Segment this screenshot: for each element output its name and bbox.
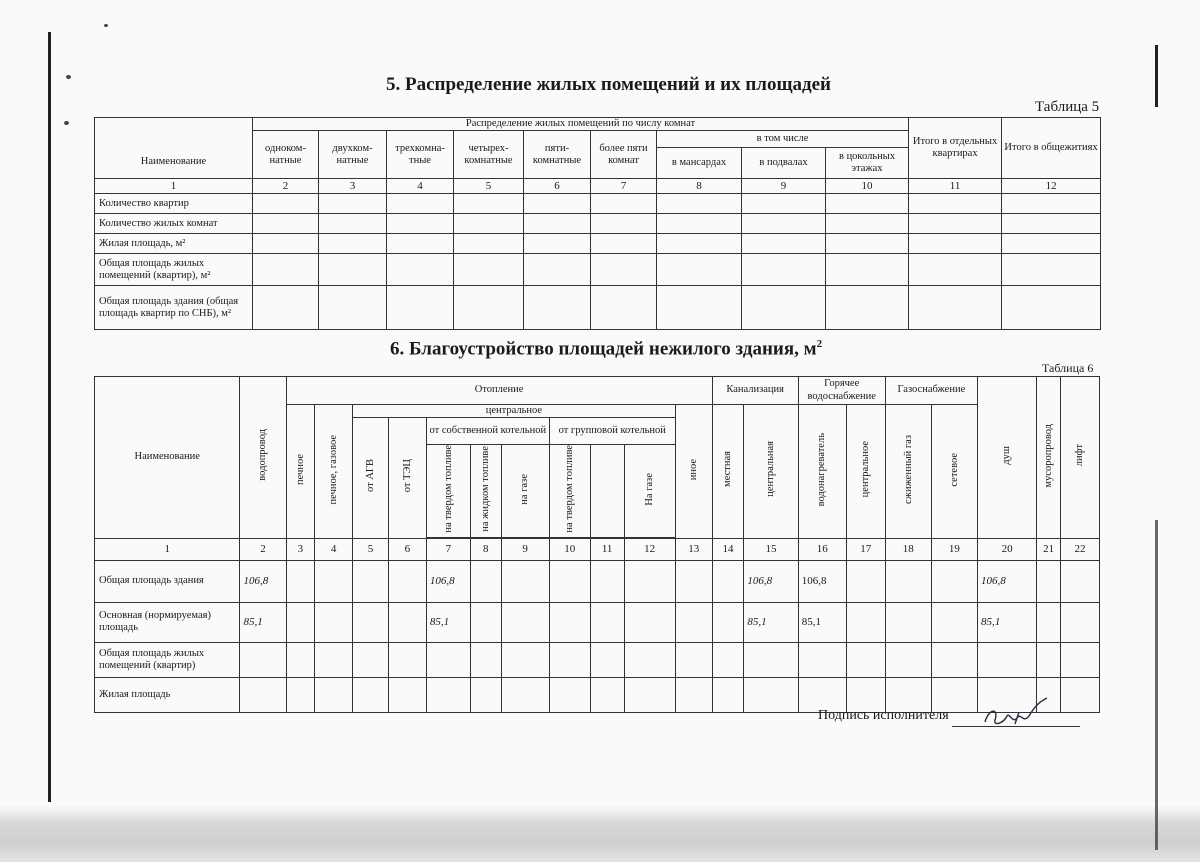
table-cell [846, 642, 885, 677]
table-cell [742, 214, 826, 234]
table-cell [1060, 642, 1099, 677]
row-label: Общая площадь здания (общая площадь квартир по СНБ), м² [95, 286, 253, 330]
header-gas1-text: на газе [519, 473, 531, 505]
header-stove-gas [315, 405, 353, 539]
column-number: 18 [885, 538, 931, 560]
table-cell [353, 642, 389, 677]
row-label: Количество жилых комнат [95, 214, 253, 234]
table-cell [387, 254, 454, 286]
header-name: Наименование [95, 377, 240, 539]
table-cell [909, 194, 1002, 214]
table-cell [657, 234, 742, 254]
column-number: 13 [675, 538, 712, 560]
table-cell [524, 234, 591, 254]
header-basement: в подвалах [742, 148, 826, 179]
column-number: 14 [712, 538, 744, 560]
table-cell [388, 602, 426, 642]
section6-title-text: 6. Благоустройство площадей нежилого здания, м [390, 338, 817, 360]
header-sewer-central-text: центральная [765, 441, 777, 498]
table-cell [319, 254, 387, 286]
column-number: 10 [826, 179, 909, 194]
table-cell [591, 214, 657, 234]
table-cell [501, 642, 549, 677]
header-sewer: Канализация [712, 377, 798, 405]
header-name: Наименование [95, 118, 253, 179]
table-cell [319, 194, 387, 214]
scan-speck [66, 75, 71, 79]
table-cell [1060, 677, 1099, 712]
column-number: 19 [931, 538, 977, 560]
table-cell [353, 602, 389, 642]
header-more5: более пяти комнат [591, 131, 657, 179]
scan-edge [1155, 520, 1158, 850]
column-number: 9 [501, 538, 549, 560]
table-row [95, 234, 1101, 254]
table-cell [387, 234, 454, 254]
header-5room: пяти-комнатные [524, 131, 591, 179]
table-cell [549, 560, 590, 602]
column-number: 8 [657, 179, 742, 194]
header-heater-text: водонагреватель [816, 432, 828, 507]
table-cell [885, 642, 931, 677]
row-label: Количество квартир [95, 194, 253, 214]
table-5 [94, 117, 1101, 330]
table-cell [501, 602, 549, 642]
header-network-text: сетевое [948, 452, 960, 487]
table-cell [826, 254, 909, 286]
header-total-dorms: Итого в общежитиях [1002, 118, 1101, 179]
column-number: 21 [1037, 538, 1061, 560]
header-liquefied [885, 405, 931, 539]
column-number: 2 [253, 179, 319, 194]
table-cell [742, 286, 826, 330]
table-cell [286, 602, 315, 642]
header-heating: Отопление [286, 377, 712, 405]
table-cell [657, 286, 742, 330]
table6-number: Таблица 6 [1042, 361, 1094, 375]
table-cell [826, 214, 909, 234]
table-cell [524, 286, 591, 330]
header-gas2-text: На газе [643, 472, 655, 506]
table-cell [315, 560, 353, 602]
table-cell [315, 602, 353, 642]
table-cell [591, 286, 657, 330]
table-cell [454, 286, 524, 330]
table-cell [931, 677, 977, 712]
header-network [931, 405, 977, 539]
header-hot-water: Горячее водоснабжение [798, 377, 885, 405]
table-cell [387, 286, 454, 330]
table-cell [315, 642, 353, 677]
column-number: 9 [742, 179, 826, 194]
section6-title [390, 338, 822, 360]
column-number: 12 [624, 538, 675, 560]
column-number: 17 [846, 538, 885, 560]
table-cell [742, 254, 826, 286]
table-cell [909, 214, 1002, 234]
table-cell [319, 234, 387, 254]
table-cell [931, 602, 977, 642]
table-cell [1002, 254, 1101, 286]
table-cell [549, 677, 590, 712]
header-shower-text: душ [1001, 445, 1013, 465]
table-row [95, 254, 1101, 286]
table-cell [470, 642, 501, 677]
table-cell [1002, 234, 1101, 254]
table-row [95, 194, 1101, 214]
table-cell [253, 234, 319, 254]
header-local-text: местная [722, 451, 734, 488]
row-label: Жилая площадь [95, 677, 240, 712]
header-gas-supply: Газоснабжение [885, 377, 977, 405]
column-number: 4 [387, 179, 454, 194]
table5-number: Таблица 5 [1035, 99, 1100, 115]
table-cell [426, 677, 470, 712]
table-cell [1060, 560, 1099, 602]
table-cell [657, 194, 742, 214]
table-cell [657, 214, 742, 234]
header-tec [388, 418, 426, 539]
column-number: 1 [95, 179, 253, 194]
header-elevator-text: лифт [1074, 444, 1086, 467]
scan-edge [1155, 45, 1158, 107]
column-number: 7 [591, 179, 657, 194]
row-label: Общая площадь жилых помещений (квартир) [95, 642, 240, 677]
table-cell [909, 234, 1002, 254]
scan-edge [48, 32, 51, 802]
header-stove-text: печное [294, 453, 306, 485]
table-6 [94, 376, 1100, 713]
header-liquefied-text: сжиженный газ [902, 434, 914, 504]
table-cell [798, 642, 846, 677]
header-blank [590, 445, 624, 538]
table-row [95, 214, 1101, 234]
column-number: 5 [353, 538, 389, 560]
column-number: 6 [388, 538, 426, 560]
table-cell [712, 677, 744, 712]
table-cell [470, 560, 501, 602]
table-cell [388, 642, 426, 677]
table-cell [388, 560, 426, 602]
header-own-boiler: от собственной котельной [426, 418, 549, 445]
table-cell [454, 254, 524, 286]
header-heater [798, 405, 846, 539]
header-local [712, 405, 744, 539]
table-cell [1002, 214, 1101, 234]
table-cell [253, 214, 319, 234]
column-numbers-row [95, 179, 1101, 194]
table-cell [675, 642, 712, 677]
row-label: Общая площадь здания [95, 560, 240, 602]
table-cell [319, 286, 387, 330]
header-solid2-text: на твердом топливе [563, 445, 575, 533]
header-group-boiler: от групповой котельной [549, 418, 675, 445]
header-solid1-text: на твердом топливе [442, 445, 454, 533]
table-cell [885, 677, 931, 712]
column-number: 5 [454, 179, 524, 194]
column-number: 8 [470, 538, 501, 560]
header-sewer-central [744, 405, 798, 539]
table-cell [675, 560, 712, 602]
header-agv-text: от АГВ [364, 459, 376, 493]
column-number: 11 [909, 179, 1002, 194]
table-cell [591, 194, 657, 214]
table-cell [454, 214, 524, 234]
header-plinth: в цокольных этажах [826, 148, 909, 179]
table-cell: 85,1 [240, 602, 286, 642]
header-gas2 [624, 445, 675, 538]
table-cell [712, 642, 744, 677]
scan-shadow [0, 803, 1200, 862]
table-row [95, 602, 1100, 642]
header-solid2 [549, 445, 590, 538]
table-cell [846, 602, 885, 642]
header-stove [286, 405, 315, 539]
table-cell [286, 677, 315, 712]
table-cell [744, 642, 798, 677]
table-cell [501, 560, 549, 602]
header-liquid [470, 445, 501, 538]
header-other-text: иное [687, 458, 699, 480]
header-attic: в мансардах [657, 148, 742, 179]
section5-title: 5. Распределение жилых помещений и их площадей [386, 74, 831, 95]
table-cell [931, 560, 977, 602]
column-number: 22 [1060, 538, 1099, 560]
table-cell [712, 560, 744, 602]
table-cell [675, 677, 712, 712]
table-cell: 85,1 [426, 602, 470, 642]
table-cell [253, 194, 319, 214]
column-number: 15 [744, 538, 798, 560]
table-row [95, 677, 1100, 712]
table-cell [590, 560, 624, 602]
header-elevator [1060, 377, 1099, 539]
table-cell [253, 254, 319, 286]
column-number: 11 [590, 538, 624, 560]
table-cell [846, 677, 885, 712]
table-cell [454, 234, 524, 254]
table-cell: 106,8 [426, 560, 470, 602]
table-cell [624, 677, 675, 712]
table-cell [1060, 602, 1099, 642]
table-cell: 106,8 [240, 560, 286, 602]
table-cell [624, 602, 675, 642]
column-number: 12 [1002, 179, 1101, 194]
column-number: 3 [286, 538, 315, 560]
table-cell [470, 602, 501, 642]
table-cell: 85,1 [977, 602, 1036, 642]
table-cell [657, 254, 742, 286]
header-other [675, 405, 712, 539]
header-stove-gas-text: печное, газовое [327, 434, 339, 505]
header-shower [977, 377, 1036, 539]
table-cell [624, 642, 675, 677]
row-label: Жилая площадь, м² [95, 234, 253, 254]
header-distribution: Распределение жилых помещений по числу комнат [253, 118, 909, 131]
table-cell [826, 194, 909, 214]
table-cell [319, 214, 387, 234]
table-cell [742, 234, 826, 254]
column-number: 3 [319, 179, 387, 194]
column-number: 16 [798, 538, 846, 560]
table-cell [1037, 642, 1061, 677]
signature-label: Подпись исполнителя [818, 708, 949, 723]
table-cell [885, 602, 931, 642]
column-numbers-row [95, 538, 1100, 560]
table-cell [549, 602, 590, 642]
table-cell [524, 214, 591, 234]
table-cell [426, 642, 470, 677]
header-garbage-text: мусоропровод [1042, 423, 1054, 488]
header-hw-central-text: центральное [860, 441, 872, 498]
table-cell [353, 677, 389, 712]
table-cell: 106,8 [977, 560, 1036, 602]
table-cell [742, 194, 826, 214]
column-number: 4 [315, 538, 353, 560]
table-cell [885, 560, 931, 602]
header-total-apartments: Итого в отдельных квартирах [909, 118, 1002, 179]
table-cell [1037, 602, 1061, 642]
table-cell [744, 677, 798, 712]
header-tec-text: от ТЭЦ [401, 459, 413, 493]
table-cell [501, 677, 549, 712]
column-number: 1 [95, 538, 240, 560]
column-number: 20 [977, 538, 1036, 560]
handwritten-signature [975, 694, 1055, 734]
table-cell [909, 286, 1002, 330]
table-cell: 85,1 [744, 602, 798, 642]
column-number: 10 [549, 538, 590, 560]
table-cell [712, 602, 744, 642]
row-label: Общая площадь жилых помещений (квартир), м² [95, 254, 253, 286]
table-cell [387, 214, 454, 234]
column-number: 2 [240, 538, 286, 560]
table-cell [240, 642, 286, 677]
table-cell [1037, 560, 1061, 602]
table-cell: 106,8 [744, 560, 798, 602]
header-4room: четырех-комнатные [454, 131, 524, 179]
table-cell [624, 560, 675, 602]
table-cell [524, 254, 591, 286]
table-cell [591, 254, 657, 286]
scan-speck [104, 24, 108, 27]
column-number: 6 [524, 179, 591, 194]
header-2room: двухкомнатные [319, 131, 387, 179]
table-cell [524, 194, 591, 214]
table-cell [240, 677, 286, 712]
section6-title-sup: 2 [816, 338, 823, 350]
table-cell [931, 642, 977, 677]
table-cell [846, 560, 885, 602]
table-cell [549, 642, 590, 677]
table-cell [590, 677, 624, 712]
table-cell [286, 560, 315, 602]
table-cell [454, 194, 524, 214]
table-row [95, 642, 1100, 677]
table-cell [315, 677, 353, 712]
table-cell [977, 642, 1036, 677]
table-cell [591, 234, 657, 254]
table-cell [826, 286, 909, 330]
table-cell [909, 254, 1002, 286]
table-cell: 106,8 [798, 560, 846, 602]
header-water [240, 377, 286, 539]
table-cell: 85,1 [798, 602, 846, 642]
table-cell [470, 677, 501, 712]
header-1room: однокомнатные [253, 131, 319, 179]
header-including: в том числе [657, 131, 909, 148]
header-gas1 [501, 445, 549, 538]
table-cell [1002, 194, 1101, 214]
scan-speck [64, 121, 69, 125]
table-row [95, 560, 1100, 602]
header-3room: трехкомнатные [387, 131, 454, 179]
table-row [95, 286, 1101, 330]
table-cell [590, 602, 624, 642]
header-garbage [1037, 377, 1061, 539]
table-cell [826, 234, 909, 254]
header-agv [353, 418, 389, 539]
table-cell [590, 642, 624, 677]
table-cell [353, 560, 389, 602]
table-cell [675, 602, 712, 642]
header-central: центральное [353, 405, 676, 418]
header-water-text: водопровод [257, 429, 269, 482]
table-cell [286, 642, 315, 677]
table-cell [798, 677, 846, 712]
column-number: 7 [426, 538, 470, 560]
header-liquid-text: на жидком топливе [479, 445, 491, 532]
header-hw-central [846, 405, 885, 539]
table-cell [388, 677, 426, 712]
row-label: Основная (нормируемая) площадь [95, 602, 240, 642]
table-cell [1002, 286, 1101, 330]
header-solid1 [426, 445, 470, 538]
table-cell [253, 286, 319, 330]
table-cell [387, 194, 454, 214]
